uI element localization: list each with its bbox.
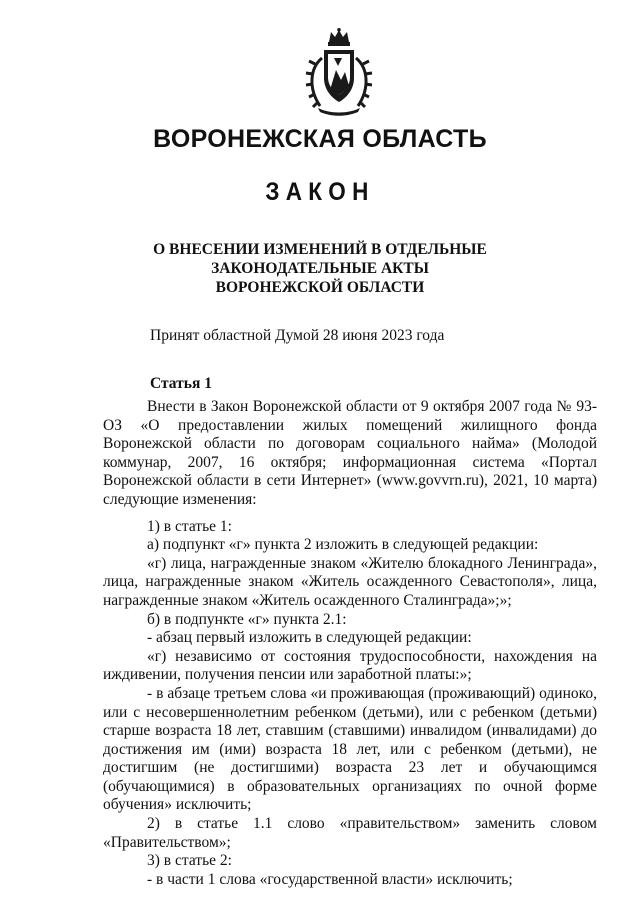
paragraph: б) в подпункте «г» пункта 2.1: xyxy=(147,610,347,628)
region-title: ВОРОНЕЖСКАЯ ОБЛАСТЬ xyxy=(153,125,487,153)
article-title: Статья 1 xyxy=(150,375,212,392)
document-type: ЗАКОН xyxy=(265,178,375,206)
law-subject-line: ЗАКОНОДАТЕЛЬНЫЕ АКТЫ xyxy=(211,260,429,277)
paragraph: «г) лица, награжденные знаком «Жителю блокадного Ленинграда», лица, награжденные знаком «Житель осажденного Севастополя», лица, награжденные знаком «Житель осажденного Сталинграда»;»; xyxy=(103,554,597,609)
paragraph: - в части 1 слова «государственной власти» исключить; xyxy=(147,870,513,888)
law-subject-line: О ВНЕСЕНИИ ИЗМЕНЕНИЙ В ОТДЕЛЬНЫЕ xyxy=(153,241,487,258)
paragraph: - абзац первый изложить в следующей редакции: xyxy=(147,629,472,647)
paragraph: 2) в статье 1.1 слово «правительством» заменить словом «Правительством»; xyxy=(103,815,597,851)
paragraph: «г) независимо от состояния трудоспособности, нахождения на иждивении, получения пенсии или заработной платы:»; xyxy=(103,647,597,684)
paragraph: 3) в статье 2: xyxy=(147,852,232,870)
coat-of-arms-icon xyxy=(300,28,378,116)
paragraph: 1) в статье 1: xyxy=(147,517,232,535)
paragraph: Внести в Закон Воронежской области от 9 октября 2007 года № 93-ОЗ «О предоставлении жилых помещений жилищного фонда Воронежской области по договорам социального найма» (Молодой коммунар, 2007, 16 октября; информационная система «Портал Воронежской области в сети Интернет» (www.govvrn.ru), 2021, 10 марта) следующие изменения: xyxy=(103,398,597,508)
adoption-date: Принят областной Думой 28 июня 2023 года xyxy=(150,327,445,344)
paragraph: - в абзаце третьем слова «и проживающая (проживающий) одиноко, или с несовершеннолетним ребенком (детьми), или с ребенком (детьми) старше возраста 18 лет, ставшим (ставшими) инвалидом (инвалидами) до достижения им (ими) возраста 18 лет, или с ребенком (детьми), не достигшим (не достигшими) возраста 23 лет и обучающимся (обучающимися) в образовательных организациях по очной форме обучения» исключить; xyxy=(103,684,597,814)
law-subject-line: ВОРОНЕЖСКОЙ ОБЛАСТИ xyxy=(215,279,425,296)
paragraph: а) подпункт «г» пункта 2 изложить в следующей редакции: xyxy=(147,536,539,554)
law-subject xyxy=(0,240,640,297)
article-body xyxy=(103,398,597,889)
